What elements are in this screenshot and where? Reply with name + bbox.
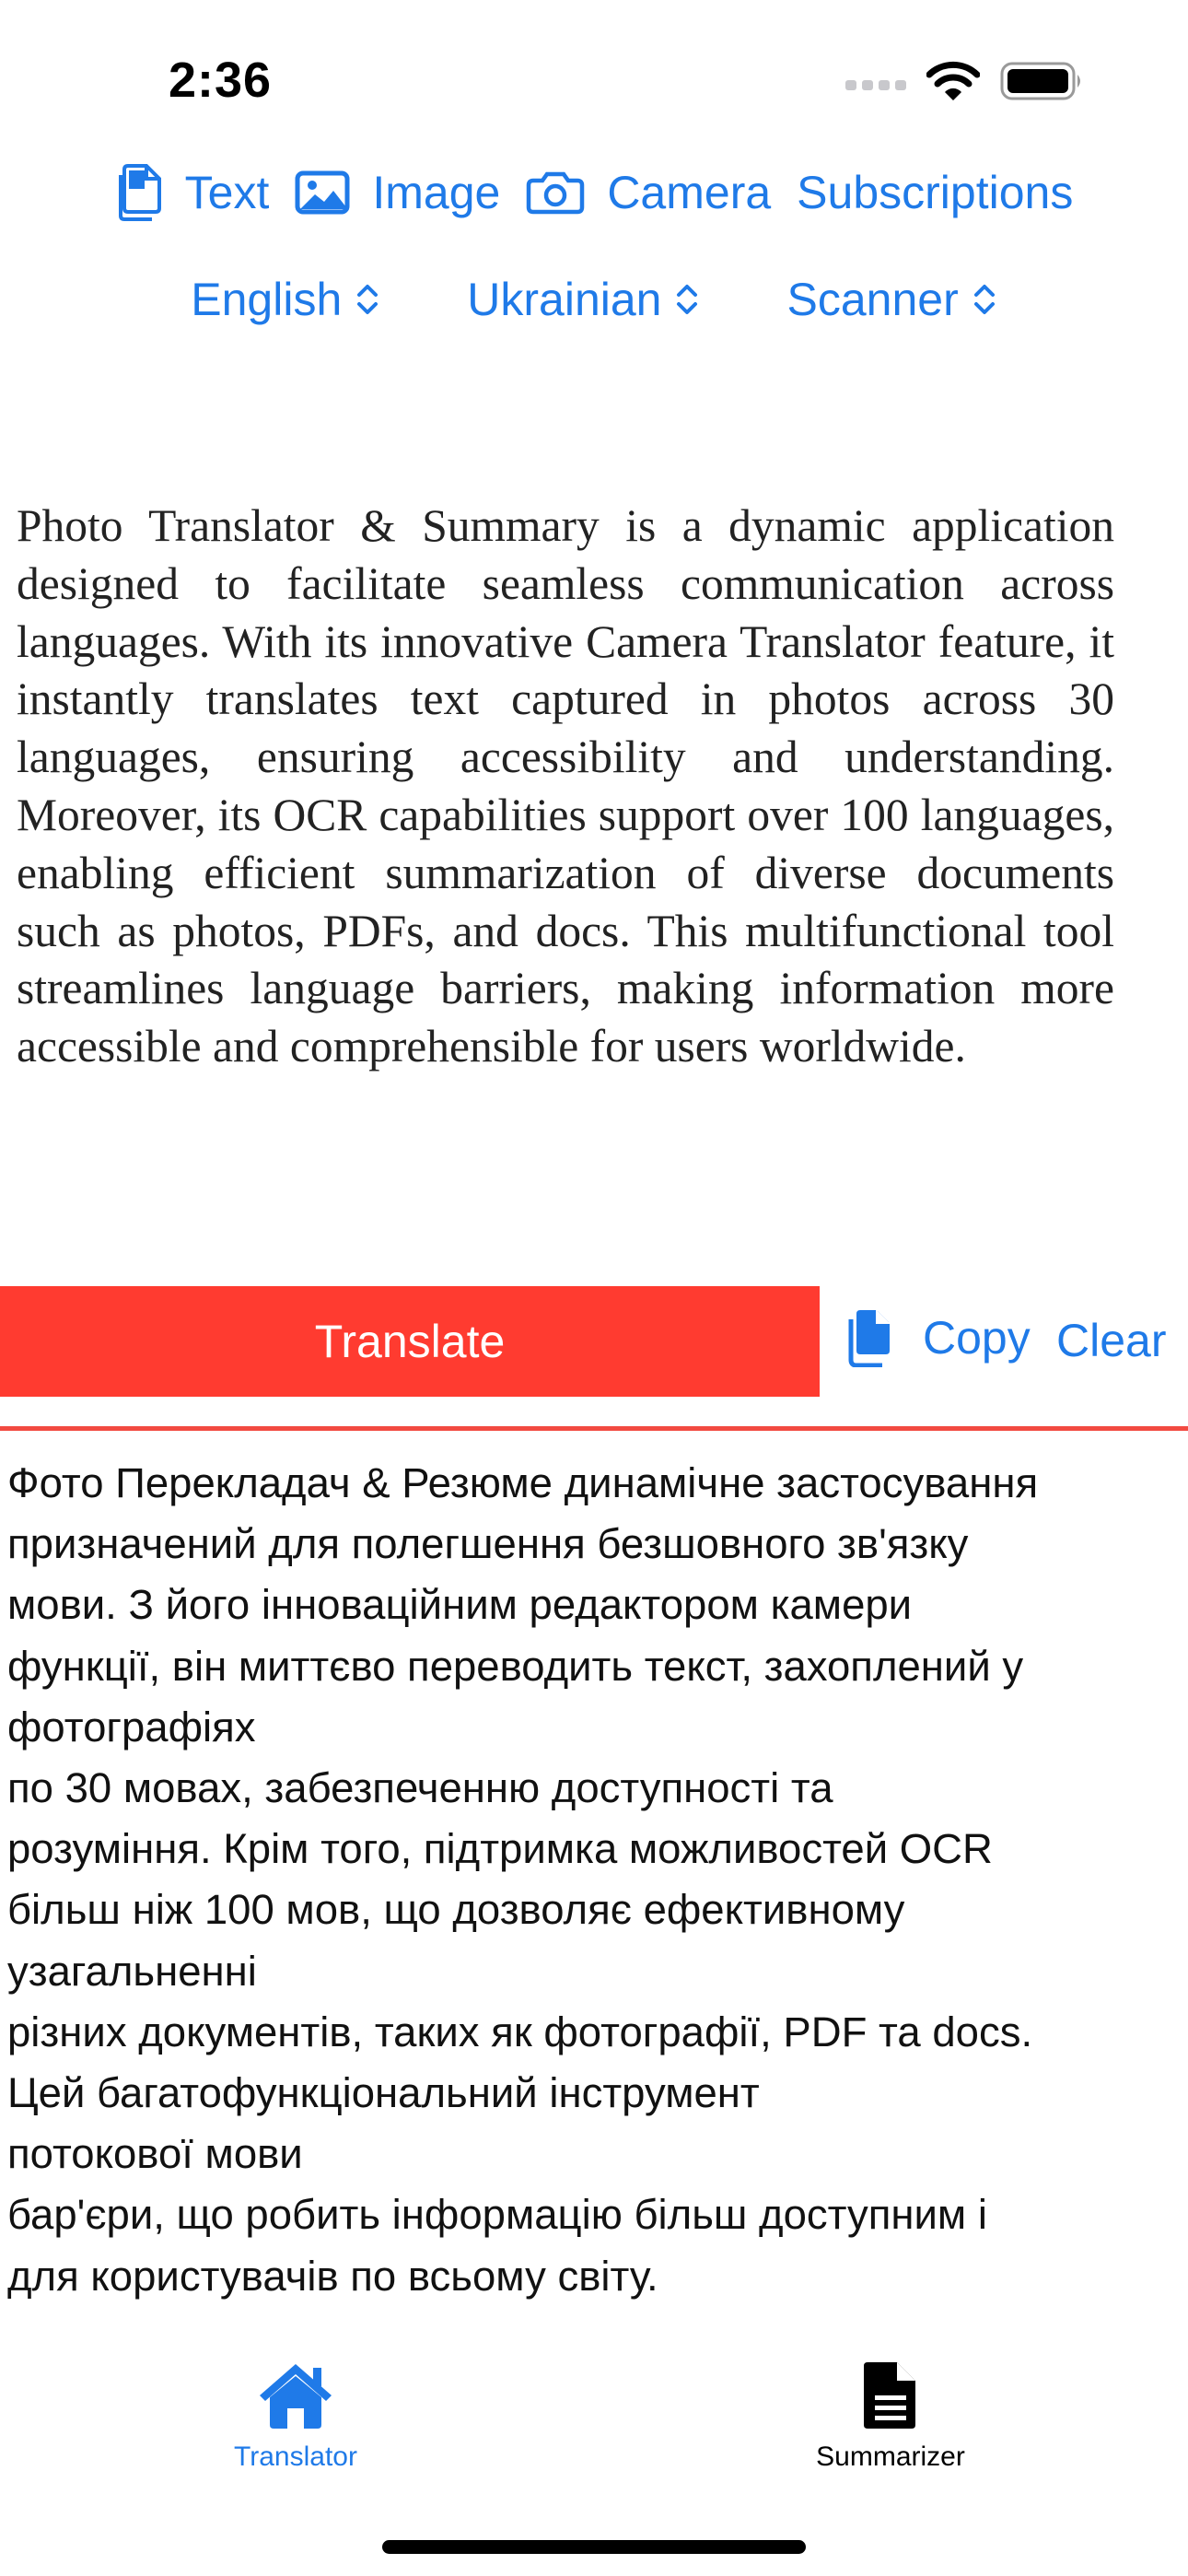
camera-icon [526, 170, 585, 216]
mode-picker[interactable] [786, 273, 996, 326]
camera-button-label: Camera [607, 167, 772, 218]
tab-summarizer[interactable] [803, 2360, 978, 2473]
copy-button-label: Copy [923, 1312, 1031, 1364]
image-button[interactable] [295, 166, 500, 219]
battery-icon [1000, 61, 1085, 101]
photo-icon [295, 170, 350, 215]
doc-on-doc-fill-icon [845, 1308, 895, 1367]
doc-text-fill-icon [862, 2360, 919, 2430]
image-button-label: Image [372, 167, 501, 218]
source-image-text: Photo Translator & Summary is a dynamic application designed to facilitate seamless communication across languages. With its innovative Camera Translator feature, it instantly translates text captured in photos across 30 languages, ensuring accessibility and understanding. Moreover, its OCR capabilities support over 100 languages, enabling efficient summarization of diverse documents such as photos, PDFs, and docs. This multifunctional tool streamlines language barriers, making information more accessible and comprehensible for users worldwide. [17, 500, 1114, 1072]
chevron-up-down-icon [674, 281, 700, 318]
translate-button[interactable]: Translate [0, 1286, 820, 1397]
input-source-toolbar [0, 162, 1188, 223]
target-language-picker[interactable] [467, 273, 700, 326]
chevron-up-down-icon [355, 281, 380, 318]
source-language-label: English [191, 274, 343, 325]
tab-translator[interactable] [227, 2360, 365, 2473]
target-language-label: Ukrainian [467, 274, 662, 325]
translated-text: Фото Перекладач & Резюме динамічне застосування призначений для полегшення безшовного зв'язку мови. З його інноваційним редактором камери функції, він миттєво переводить текст, захоплений у фотографіях по 30 мовах, забезпеченню доступності та розуміння. Крім того, підтримка можливостей OCR більш ніж 100 мов, що дозволяє ефективному узагальненні різних документів, таких як фотографії, PDF та docs. Цей багатофункціональний інструмент потокової мови бар'єри, що робить інформацію більш доступним і для користувачів по всьому світу. [7, 1459, 1039, 2300]
text-button-label: Text [184, 167, 270, 218]
subscriptions-button[interactable] [797, 166, 1073, 219]
copy-button[interactable] [845, 1308, 1031, 1367]
selector-row [0, 273, 1188, 326]
cellular-signal-icon [845, 72, 906, 90]
house-fill-icon [256, 2360, 335, 2430]
source-language-picker[interactable] [191, 273, 380, 326]
camera-button[interactable] [526, 166, 771, 219]
mode-label: Scanner [786, 274, 959, 325]
tab-summarizer-label: Summarizer [816, 2441, 965, 2472]
clear-button[interactable]: Clear [1056, 1315, 1167, 1366]
subscriptions-button-label: Subscriptions [797, 167, 1074, 218]
wifi-icon [926, 61, 980, 101]
tab-translator-label: Translator [234, 2441, 357, 2472]
doc-on-doc-icon [115, 162, 163, 223]
text-button[interactable] [115, 162, 270, 223]
home-indicator[interactable] [382, 2540, 806, 2554]
status-indicators [845, 61, 1085, 101]
section-divider [0, 1426, 1188, 1431]
status-time: 2:36 [169, 53, 273, 108]
chevron-up-down-icon [972, 281, 997, 318]
